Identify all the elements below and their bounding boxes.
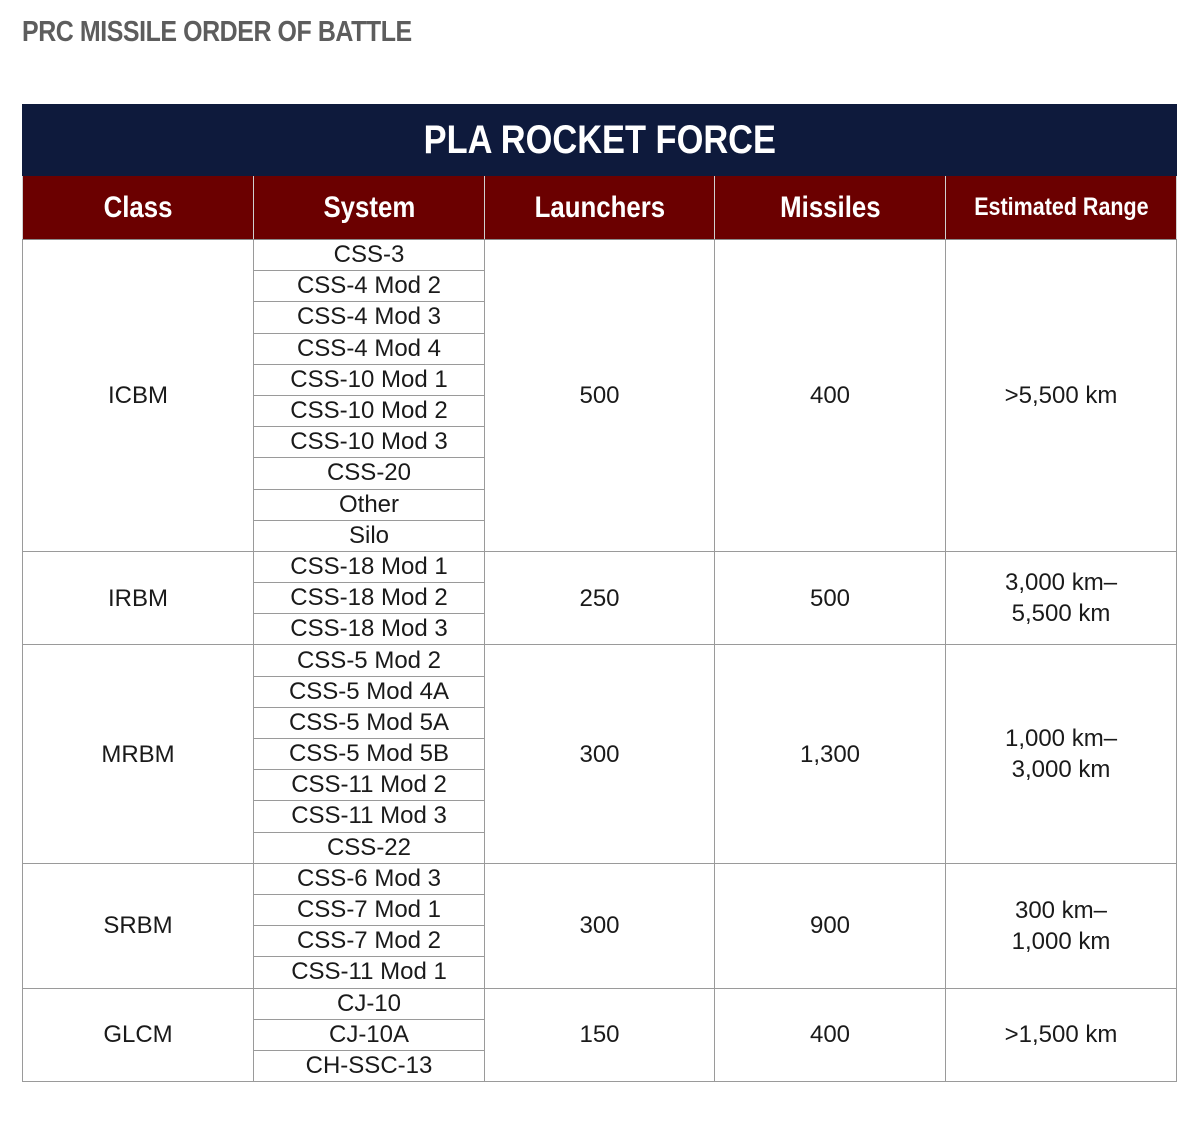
launchers-cell: 300 [485, 863, 715, 988]
missiles-cell: 900 [715, 863, 946, 988]
class-cell: GLCM [23, 988, 254, 1082]
column-header-launchers [485, 176, 715, 240]
system-cell: CSS-5 Mod 2 [254, 645, 485, 676]
system-cell: CSS-4 Mod 3 [254, 302, 485, 333]
column-header-system-label: System [323, 190, 415, 224]
launchers-cell: 250 [485, 551, 715, 645]
system-cell: CSS-11 Mod 3 [254, 801, 485, 832]
column-header-launchers-label: Launchers [534, 190, 665, 224]
launchers-cell: 300 [485, 645, 715, 863]
system-cell: CJ-10 [254, 988, 485, 1019]
column-header-class [23, 176, 254, 240]
class-cell: MRBM [23, 645, 254, 863]
system-cell: CSS-22 [254, 832, 485, 863]
column-header-missiles [715, 176, 946, 240]
missiles-cell: 500 [715, 551, 946, 645]
range-cell: 300 km– 1,000 km [946, 863, 1177, 988]
missiles-cell: 400 [715, 240, 946, 552]
missiles-cell: 400 [715, 988, 946, 1082]
table-row [23, 863, 1177, 894]
page-title: PRC MISSILE ORDER OF BATTLE [22, 16, 412, 48]
system-cell: CSS-10 Mod 3 [254, 427, 485, 458]
launchers-cell: 150 [485, 988, 715, 1082]
system-cell: CSS-18 Mod 2 [254, 583, 485, 614]
system-cell: Other [254, 489, 485, 520]
system-cell: CSS-6 Mod 3 [254, 863, 485, 894]
system-cell: CSS-5 Mod 5A [254, 707, 485, 738]
system-cell: CSS-4 Mod 2 [254, 271, 485, 302]
system-cell: Silo [254, 520, 485, 551]
system-cell: CSS-3 [254, 240, 485, 271]
system-cell: CSS-4 Mod 4 [254, 333, 485, 364]
system-cell: CSS-11 Mod 1 [254, 957, 485, 988]
system-cell: CJ-10A [254, 1019, 485, 1050]
system-cell: CSS-10 Mod 1 [254, 364, 485, 395]
column-header-missiles-label: Missiles [779, 190, 881, 224]
missiles-cell: 1,300 [715, 645, 946, 863]
table-body [23, 240, 1177, 1082]
table-banner [23, 105, 1177, 176]
class-cell: ICBM [23, 240, 254, 552]
system-cell: CSS-10 Mod 2 [254, 395, 485, 426]
range-cell: 3,000 km– 5,500 km [946, 551, 1177, 645]
system-cell: CH-SSC-13 [254, 1050, 485, 1081]
column-header-class-label: Class [103, 190, 173, 224]
class-cell: IRBM [23, 551, 254, 645]
system-cell: CSS-5 Mod 5B [254, 739, 485, 770]
table-row [23, 988, 1177, 1019]
system-cell: CSS-20 [254, 458, 485, 489]
column-header-range [946, 176, 1177, 240]
system-cell: CSS-18 Mod 3 [254, 614, 485, 645]
range-cell: >5,500 km [946, 240, 1177, 552]
banner-title: PLA ROCKET FORCE [423, 117, 776, 162]
column-header-range-label: Estimated Range [973, 193, 1149, 221]
system-cell: CSS-5 Mod 4A [254, 676, 485, 707]
system-cell: CSS-7 Mod 2 [254, 926, 485, 957]
system-cell: CSS-18 Mod 1 [254, 551, 485, 582]
range-cell: >1,500 km [946, 988, 1177, 1082]
column-header-system [254, 176, 485, 240]
order-of-battle-table [22, 104, 1177, 1082]
table-row [23, 645, 1177, 676]
range-cell: 1,000 km– 3,000 km [946, 645, 1177, 863]
table-row [23, 551, 1177, 582]
system-cell: CSS-11 Mod 2 [254, 770, 485, 801]
launchers-cell: 500 [485, 240, 715, 552]
system-cell: CSS-7 Mod 1 [254, 894, 485, 925]
table-row [23, 240, 1177, 271]
class-cell: SRBM [23, 863, 254, 988]
